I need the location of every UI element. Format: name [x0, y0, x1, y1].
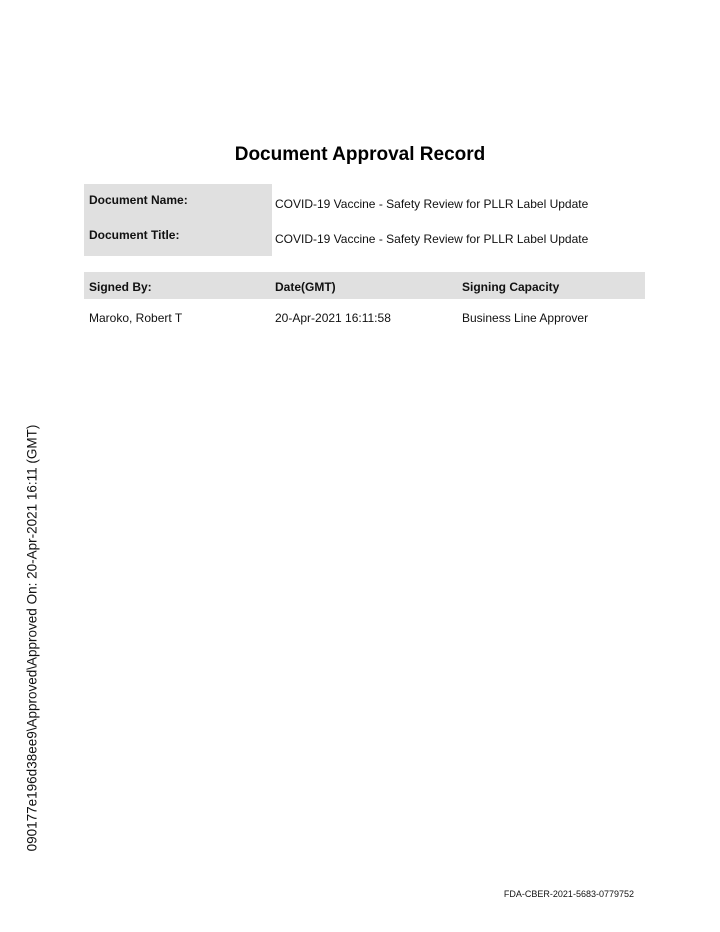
signed-by-header: Signed By:	[89, 280, 152, 294]
document-title-value: COVID-19 Vaccine - Safety Review for PLLR Label Update	[275, 232, 589, 246]
document-name-value: COVID-19 Vaccine - Safety Review for PLLR Label Update	[275, 197, 589, 211]
document-footer-id: FDA-CBER-2021-5683-0779752	[503, 889, 634, 899]
signing-capacity-header: Signing Capacity	[462, 280, 560, 294]
signing-capacity-value: Business Line Approver	[462, 311, 589, 325]
document-info-table	[84, 184, 644, 256]
signature-row	[84, 302, 645, 332]
approval-stamp: 090177e196d38ee9\Approved\Approved On: 20-Apr-2021 16:11 (GMT)	[24, 424, 40, 852]
signature-table-header	[84, 272, 645, 299]
document-title-label: Document Title:	[89, 228, 180, 242]
page-title: Document Approval Record	[234, 144, 486, 165]
signature-date-value: 20-Apr-2021 16:11:58	[275, 311, 391, 325]
document-name-label: Document Name:	[89, 193, 188, 207]
date-header: Date(GMT)	[275, 280, 336, 294]
signed-by-value: Maroko, Robert T	[89, 311, 183, 325]
